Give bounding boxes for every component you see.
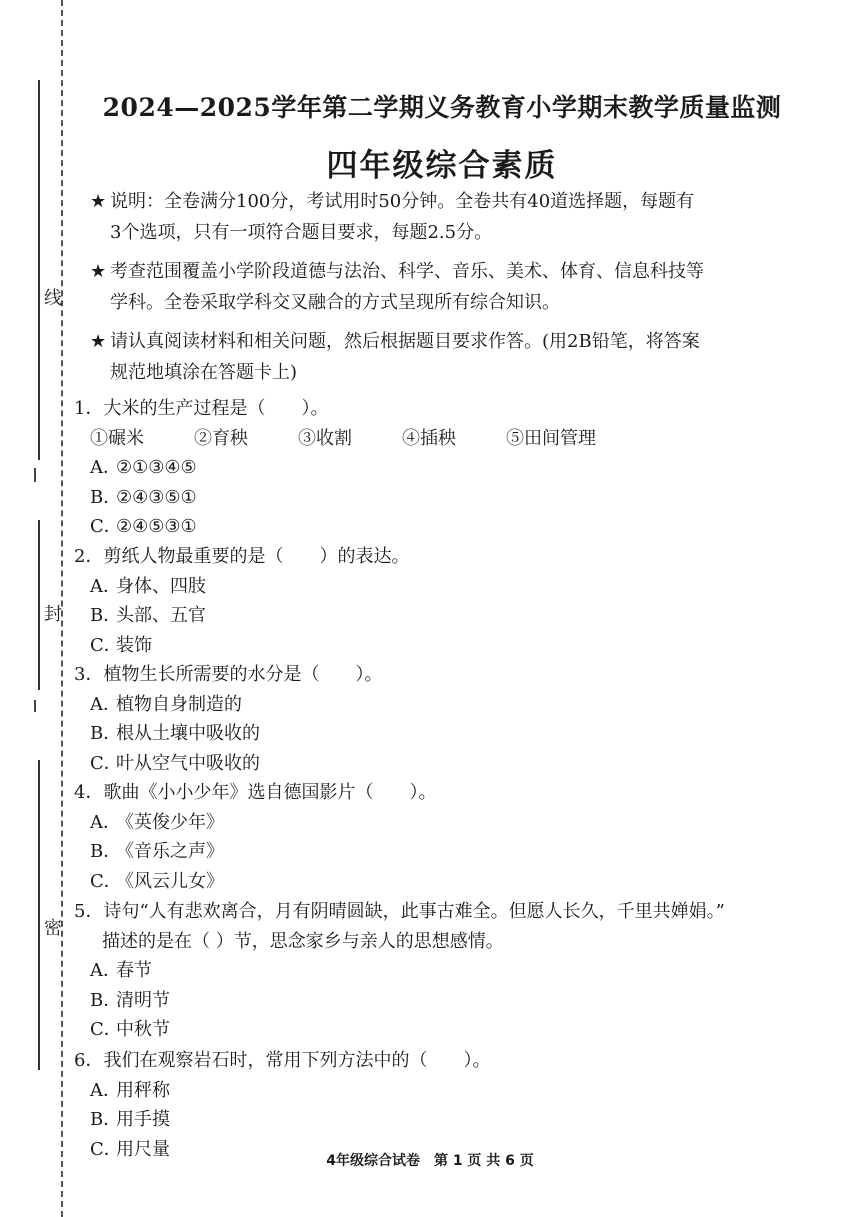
option-b [74,1105,814,1135]
option-a [74,572,814,602]
question-stem: 诗句“人有悲欢离合，月有阴晴圆缺，此事古难全。但愿人长久，千里共婵娟。” [103,901,725,922]
option-letter: C． [90,634,122,656]
option-letter: C． [90,1019,122,1041]
step-item: ①碾米 [90,427,144,449]
option-text: 《风云儿女》 [116,870,224,892]
instruction-block [90,326,800,388]
option-text: 《音乐之声》 [116,841,224,863]
option-text: 根从土壤中吸收的 [116,723,260,745]
option-letter: A． [90,1079,121,1101]
option-letter: B． [90,1109,122,1131]
question-stem: 植物生长所需要的水分是（ ）。 [103,664,383,685]
binding-char-xian: 线 [44,288,62,309]
option-letter: B． [90,486,122,508]
binding-char-mi: 密 [44,918,62,939]
instruction-text: 请认真阅读材料和相关问题，然后根据题目要求作答。(用2B铅笔，将答案 [110,331,700,352]
option-a [74,956,814,986]
question-stem: 大米的生产过程是（ ）。 [103,398,329,419]
question-1 [74,394,814,542]
instruction-text: 说明：全卷满分100分，考试用时50分钟。全卷共有40道选择题，每题有 [110,191,695,212]
option-c [74,631,814,661]
option-b [74,837,814,867]
instruction-text: 规范地填涂在答题卡上) [110,362,298,383]
option-text: ②④⑤③① [116,516,197,538]
question-stem: 歌曲《小小少年》选自德国影片（ ）。 [103,782,437,803]
option-text: 头部、五官 [116,605,206,627]
option-text: 春节 [116,960,152,982]
question-4 [74,778,814,896]
option-letter: A． [90,960,121,982]
option-text: 清明节 [116,989,170,1011]
binding-mark [34,468,36,482]
binding-mark [34,700,36,712]
instruction-text: 考查范围覆盖小学阶段道德与法治、科学、音乐、美术、体育、信息科技等 [110,261,704,282]
option-a [74,453,814,483]
option-text: 《英俊少年》 [116,811,224,833]
option-letter: B． [90,723,122,745]
option-text: 中秋节 [116,1019,170,1041]
binding-solid-line-bottom [38,760,40,1070]
option-text: ②④③⑤① [116,486,197,508]
option-c [74,1015,814,1045]
option-letter: A． [90,575,121,597]
option-c [74,749,814,779]
option-letter: A． [90,811,121,833]
binding-solid-line-top [38,80,40,460]
option-text: 植物自身制造的 [116,693,242,715]
page-footer: 4年级综合试卷 第 1 页 共 6 页 [326,1153,534,1169]
option-letter: A． [90,693,121,715]
option-text: 用手摸 [116,1109,170,1131]
option-b [74,601,814,631]
binding-char-feng: 封 [44,604,62,625]
question-5 [74,897,814,1045]
option-c [74,512,814,542]
binding-solid-line-middle [38,520,40,690]
question-number: 2． [74,546,104,567]
instruction-block [90,186,800,248]
option-a [74,1076,814,1106]
question-number: 4． [74,782,104,803]
option-b [74,483,814,513]
question-stem-continued: 描述的是在（ ）节，思念家乡与亲人的思想感情。 [102,930,504,952]
question-number: 6． [74,1050,104,1071]
question-stem: 我们在观察岩石时，常用下列方法中的（ ）。 [103,1050,491,1071]
question-number: 5． [74,901,104,922]
option-letter: C． [90,752,122,774]
option-text: 用尺量 [116,1138,170,1160]
option-letter: C． [90,516,122,538]
option-a [74,690,814,720]
star-icon: ★ [90,331,107,352]
instruction-block [90,256,800,318]
option-c [74,867,814,897]
question-number: 3． [74,664,104,685]
question-stem: 剪纸人物最重要的是（ ）的表达。 [103,546,410,567]
star-icon: ★ [90,261,107,282]
question-number: 1． [74,398,104,419]
option-b [74,719,814,749]
instruction-text: 3个选项，只有一项符合题目要求，每题2.5分。 [110,222,493,243]
step-item: ④插秧 [402,427,456,449]
option-letter: C． [90,1138,122,1160]
step-items [74,424,814,454]
star-icon: ★ [90,191,107,212]
option-letter: B． [90,989,122,1011]
option-letter: B． [90,605,122,627]
question-3 [74,660,814,778]
question-2 [74,542,814,660]
option-text: 叶从空气中吸收的 [116,752,260,774]
page-subtitle: 四年级综合素质 [326,148,558,184]
step-item: ③收割 [298,427,352,449]
question-6 [74,1046,814,1164]
option-text: ②①③④⑤ [116,457,197,479]
instruction-text: 学科。全卷采取学科交叉融合的方式呈现所有综合知识。 [110,292,560,313]
page-title: 2024—2025学年第二学期义务教育小学期末教学质量监测 [102,93,782,122]
option-text: 用秤称 [116,1079,170,1101]
option-letter: A． [90,457,121,479]
option-letter: C． [90,870,122,892]
option-text: 装饰 [116,634,152,656]
option-text: 身体、四肢 [116,575,206,597]
step-item: ⑤田间管理 [506,427,596,449]
option-b [74,986,814,1016]
step-item: ②育秧 [194,427,248,449]
option-a [74,808,814,838]
option-letter: B． [90,841,122,863]
